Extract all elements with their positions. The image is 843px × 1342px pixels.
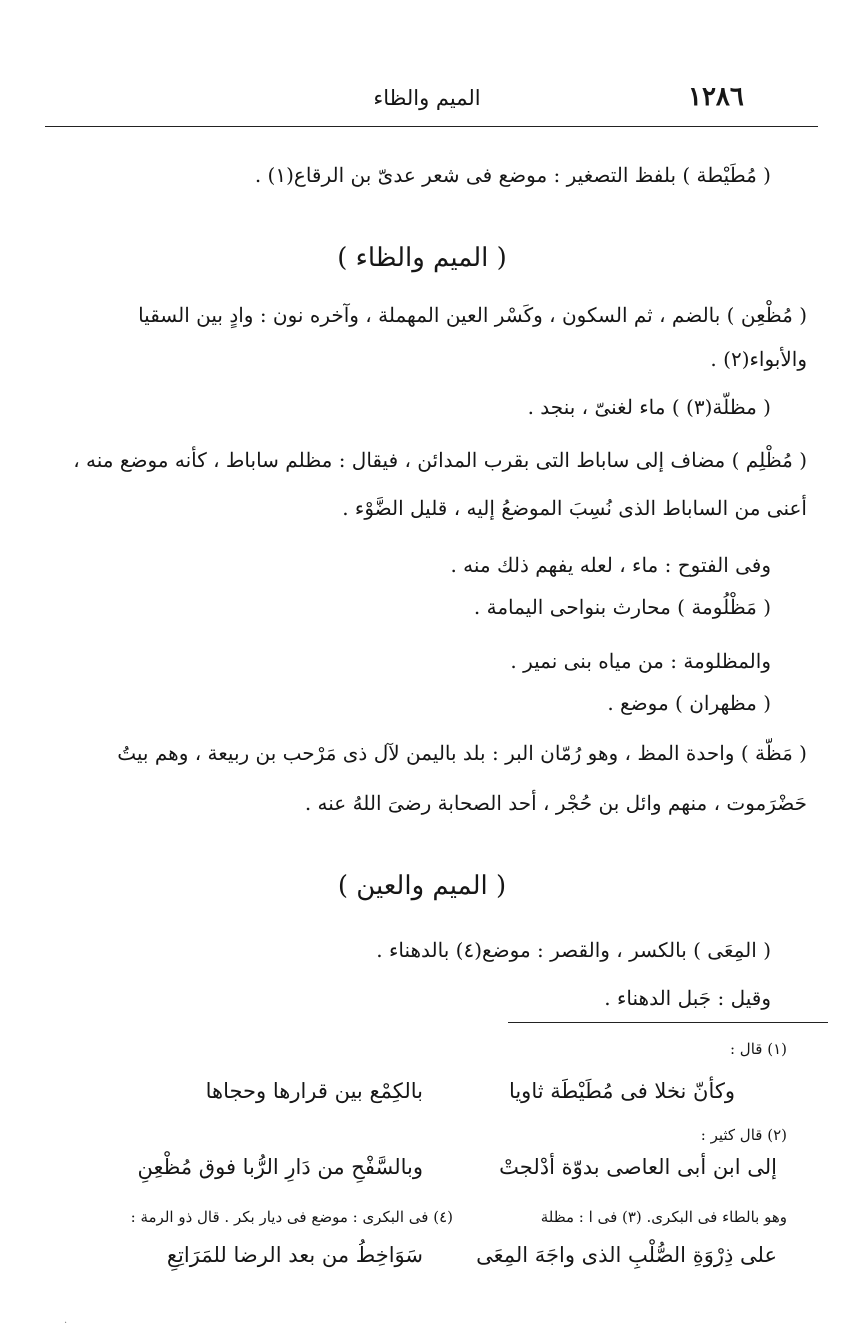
page-speck: · <box>64 1318 68 1329</box>
entry-line: ( مَظْلُومة ) محارث بنواحى اليمامة . <box>473 595 771 619</box>
entry-line: ( مُظْعِن ) بالضم ، ثم السكون ، وكَسْر العين المهملة ، وآخره نون : وادٍ بين السقيا <box>138 303 807 327</box>
footnote-4-verse-second-hemistich: سَوَاخِطُ من بعد الرضا للمَرَاتِعِ <box>166 1243 423 1267</box>
entry-line: ( مظهران ) موضع . <box>607 691 771 715</box>
footnote-4-line: (٤) فى البكرى : موضع فى ديار بكر . قال ذو الرمة : <box>130 1208 453 1226</box>
footnote-1-verse-second-hemistich: بالكِمْع بين قرارها وحجاها <box>205 1079 423 1103</box>
page-number: ١٢٨٦ <box>688 82 744 112</box>
entry-line: ( المِعَى ) بالكسر ، والقصر : موضع(٤) بالدهناء . <box>376 938 771 962</box>
section-heading-mim-ayn: ( الميم والعين ) <box>337 871 507 901</box>
entry-line: ( مُظْلِم ) مضاف إلى ساباط التى بقرب المدائن ، فيقال : مظلم ساباط ، كأنه موضع منه ، <box>73 448 807 472</box>
entry-line: ( مظلّة(٣) ) ماء لغنىّ ، بنجد . <box>527 395 771 419</box>
entry-line: والأبواء(٢) . <box>710 347 807 371</box>
entry-line: وقيل : جَبل الدهناء . <box>604 986 771 1010</box>
footnote-1-verse-first-hemistich: وكأنّ نخلا فى مُطَيْطَة ثاويا <box>508 1079 735 1103</box>
entry-line: حَضْرَموت ، منهم وائل بن حُجْر ، أحد الصحابة رضىَ اللهُ عنه . <box>304 791 807 815</box>
footnote-2-verse-second-hemistich: وبالسَّفْحِ من دَارِ الرُّبا فوق مُظْعِنِ <box>137 1155 423 1179</box>
section-heading-mim-zaa: ( الميم والظاء ) <box>337 243 507 273</box>
footnote-1-intro: (١) قال : <box>729 1040 787 1058</box>
entry-line: والمظلومة : من مياه بنى نمير . <box>510 649 771 673</box>
header-rule <box>45 126 818 127</box>
entry-mutayta: ( مُطَيْطة ) بلفظ التصغير : موضع فى شعر عدىّ بن الرقاع(١) . <box>254 163 771 187</box>
footnote-4-verse-first-hemistich: على ذِرْوَةِ الصُّلْبِ الذى واجَهَ المِعَى <box>476 1243 777 1267</box>
footnote-2-verse-first-hemistich: إلى ابن أبى العاصى بدوّة أدْلجتْ <box>499 1155 777 1179</box>
entry-line: أعنى من الساباط الذى نُسِبَ الموضعُ إليه ، قليل الضَّوْء . <box>342 496 807 520</box>
footnote-rule <box>508 1022 828 1023</box>
footnote-2-intro: (٢) قال كثير : <box>700 1126 787 1144</box>
running-title: الميم والظاء <box>373 86 481 110</box>
entry-line: ( مَظّة ) واحدة المظ ، وهو رُمّان البر : بلد باليمن لآل ذى مَرْحب بن ربيعة ، وهم بيتُ <box>117 741 807 765</box>
entry-line: وفى الفتوح : ماء ، لعله يفهم ذلك منه . <box>450 553 771 577</box>
footnote-2-3-line: وهو بالطاء فى البكرى. (٣) فى ا : مظلة <box>540 1208 787 1226</box>
